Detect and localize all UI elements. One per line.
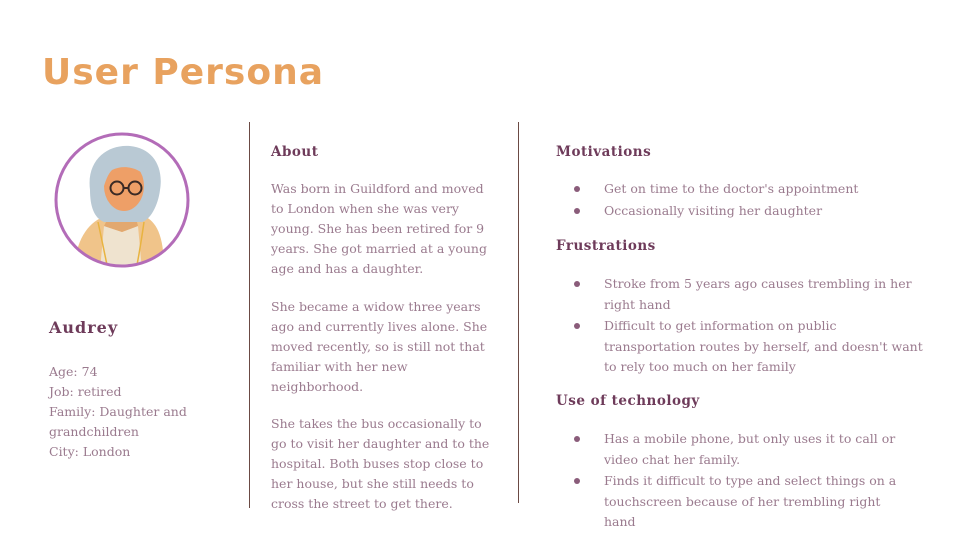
motivations-heading: Motivations [556,144,652,160]
technology-heading: Use of technology [556,393,700,409]
about-paragraph: She takes the bus occasionally to go to visit her daughter and to the hospital. Both buses stop close to her house, but she still needs to cross the street to get there. [271,416,490,511]
list-item-text: Difficult to get information on public transportation routes by herself, and doesn't want to rely too much on her family [604,318,923,374]
persona-age: Age: 74 [49,364,98,379]
about-heading: About [271,144,319,160]
list-item [556,471,906,533]
about-paragraph: She became a widow three years ago and currently lives alone. She moved recently, so is still not that familiar with her new neighborhood. [271,299,488,394]
persona-job: Job: retired [49,384,122,399]
frustrations-heading: Frustrations [556,238,656,254]
bullet-icon [574,436,580,442]
bullet-icon [574,281,580,287]
list-item-text: Get on time to the doctor's appointment [604,181,859,196]
bullet-icon [574,323,580,329]
left-divider [249,122,250,508]
list-item-text: Stroke from 5 years ago causes trembling in her right hand [604,276,912,312]
list-item-text: Finds it difficult to type and select things on a touchscreen because of her trembling right hand [604,473,897,529]
list-item-text: Has a mobile phone, but only uses it to call or video chat her family. [604,431,896,467]
list-item [556,429,906,470]
motivations-list [556,179,926,222]
persona-avatar [52,130,192,270]
frustrations-list [556,274,928,379]
persona-facts [49,362,219,462]
list-item [556,201,926,222]
list-item [556,274,928,315]
list-item [556,179,926,200]
list-item-text: Occasionally visiting her daughter [604,202,823,218]
bullet-icon [574,208,580,214]
about-paragraph: Was born in Guildford and moved to London when she was very young. She has been retired for 9 years. She got married at a young age and has a daughter. [271,181,487,276]
persona-city: City: London [49,444,131,459]
right-divider [518,122,519,503]
list-item [556,316,928,378]
bullet-icon [574,478,580,484]
page-title: User Persona [42,52,324,93]
persona-name: Audrey [49,318,119,337]
persona-family: Family: Daughter and grandchildren [49,404,187,439]
technology-list [556,429,906,534]
bullet-icon [574,186,580,192]
